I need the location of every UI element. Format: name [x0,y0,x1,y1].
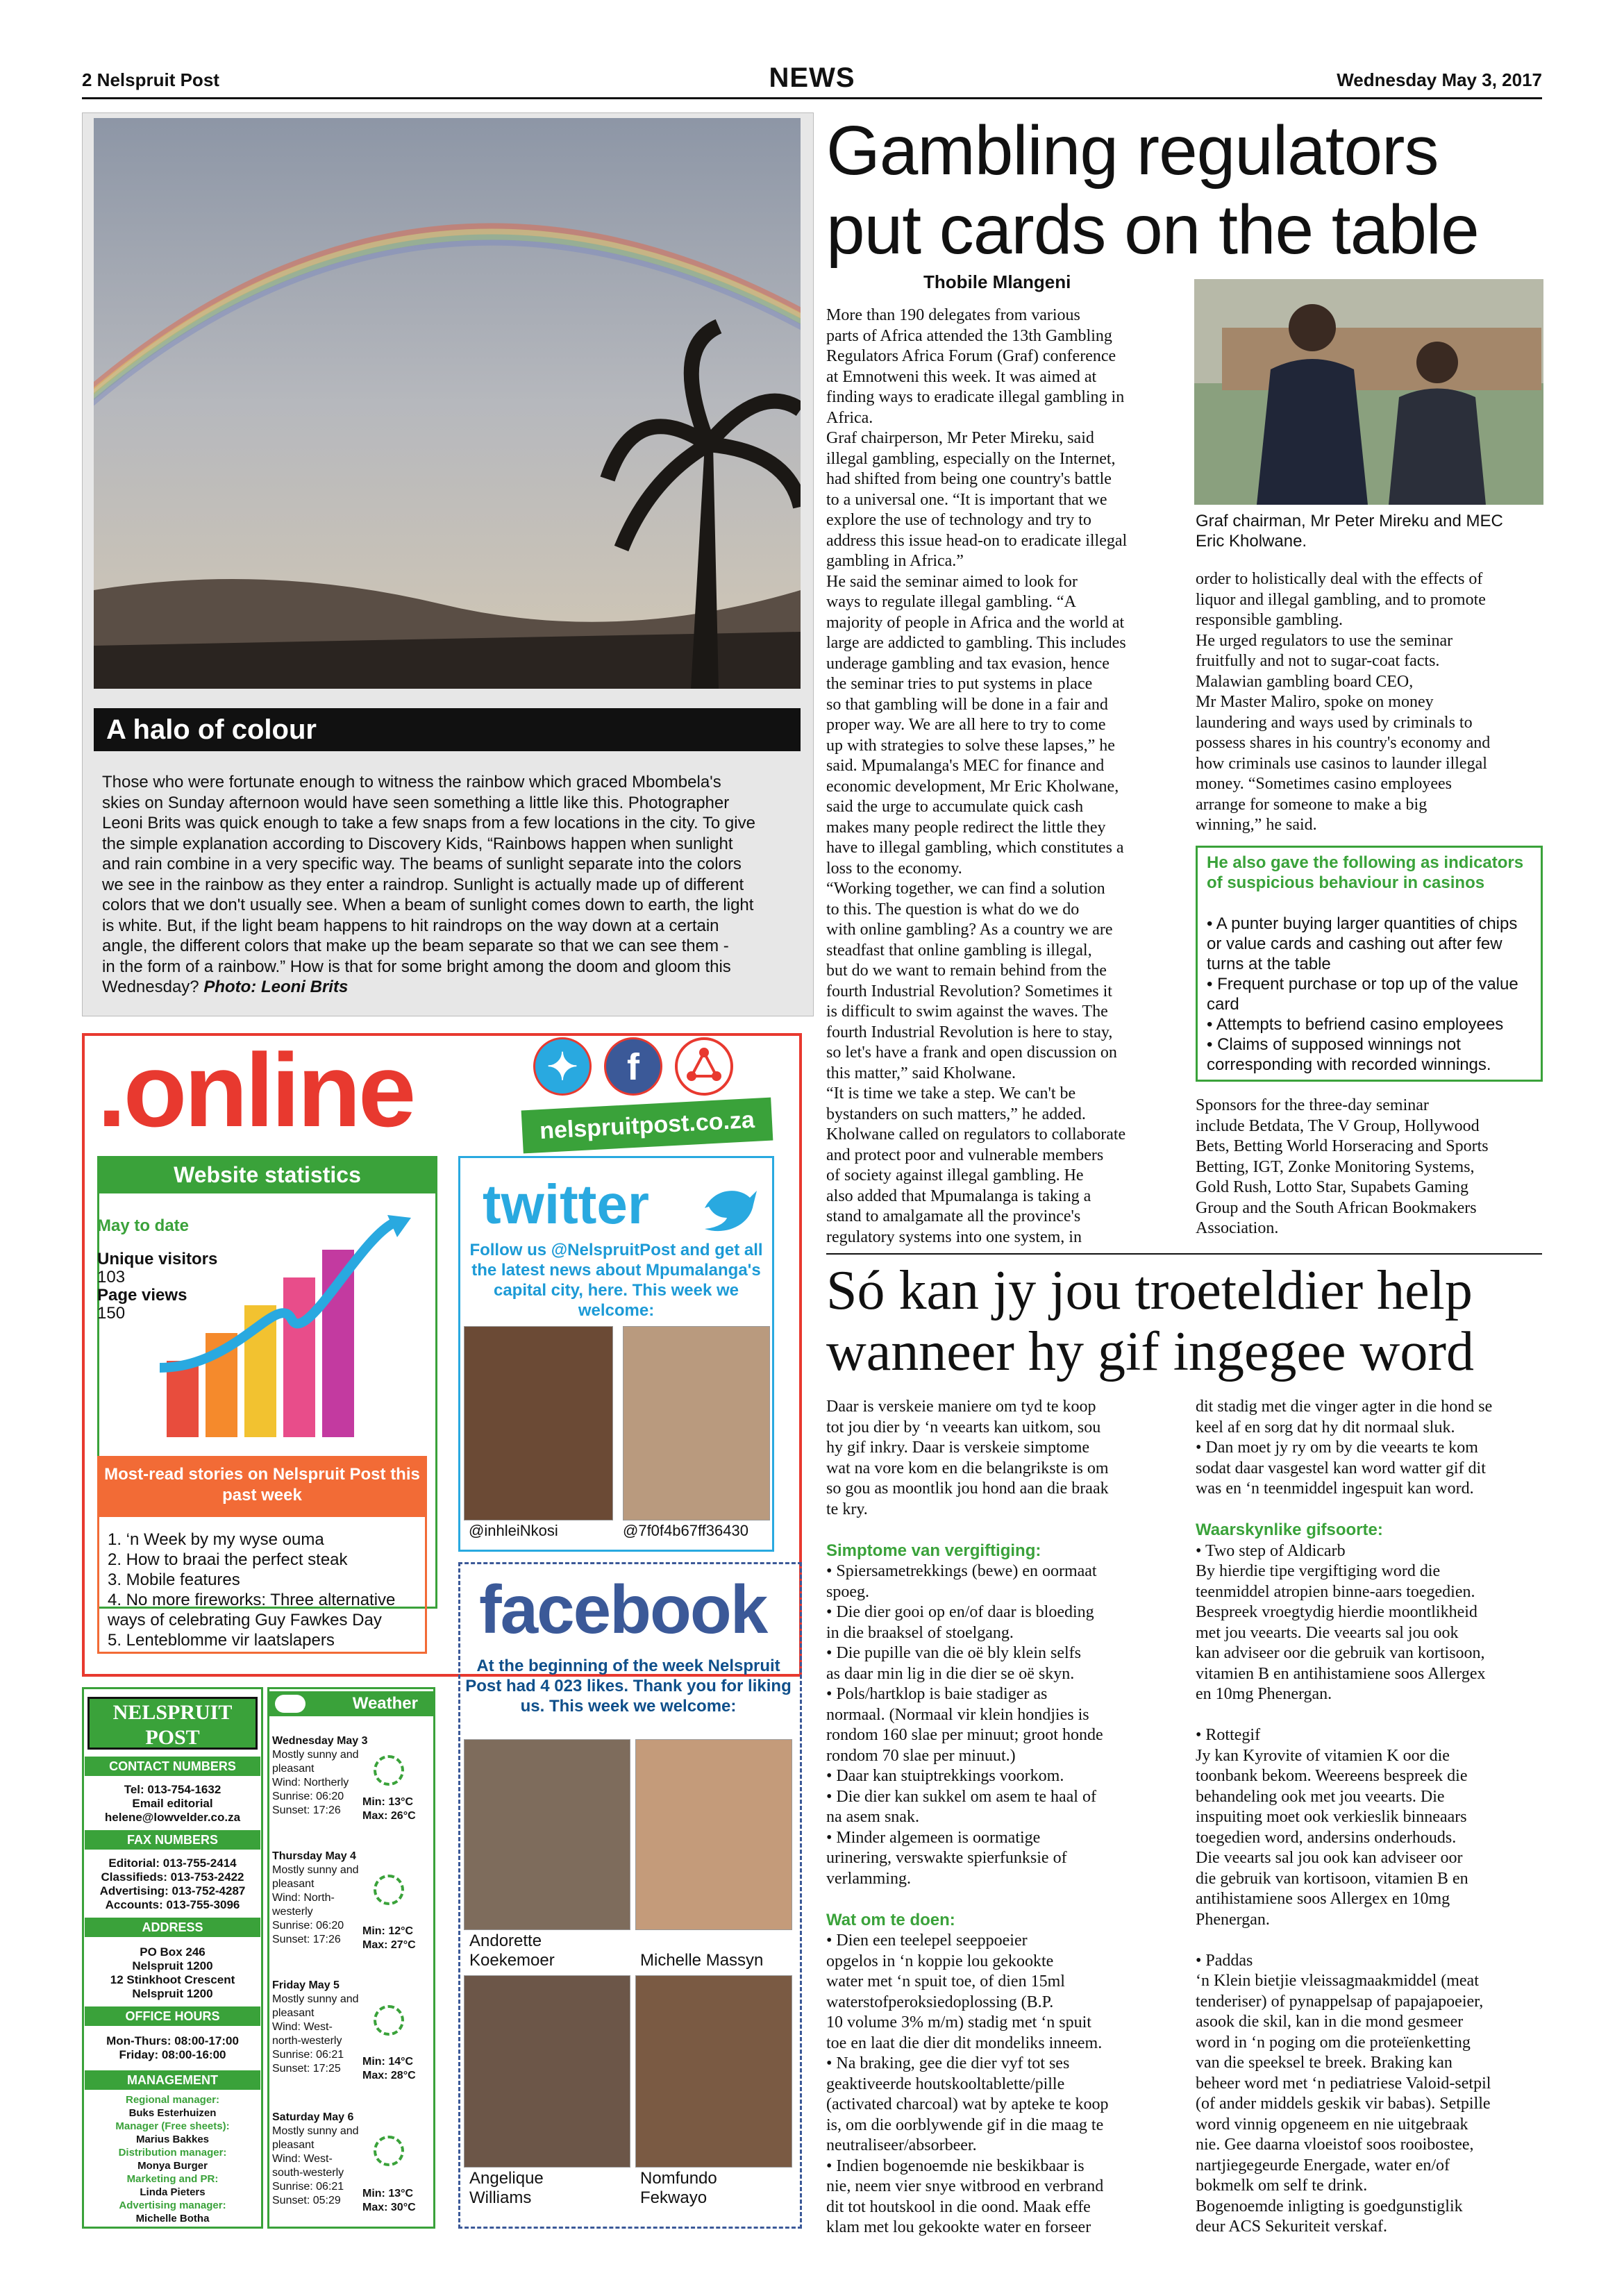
section-title: NEWS [769,62,855,93]
management-person: Marius Bakkes [135,2134,210,2145]
management-person: Buks Esterhuizen [128,2107,217,2119]
pet-symptoms: • Spiersametrekkings (bewe) en oormaat spoeg. • Die dier gooi op en/of daar is bloeding in die braaksel of stoelgang. • Die pupille van die oë bly klein selfs as daar min lig in die dier se oë skyn. • Pols/hartklop is baie stadiger as normaal. (Normaal vir klein hondjies is rondom 160 slae per minuut; groot honde rondom 70 slae per minuut.) • Daar kan stuiptrekkings voorkom. • Die dier kan sukkel om asem te haal of na asem snak. • Minder algemeen is oormatige urinering, verswakte spierfunksie of verlamming. [826,1562,1103,1888]
facebook-fan-photo [635,1975,792,2168]
sun-icon [374,2136,404,2166]
facebook-icon[interactable]: f [604,1037,662,1096]
weather-day [272,2111,432,2213]
facebook-fan-photo [464,1739,630,1930]
twitter-follower-photo [464,1326,613,1520]
page-number-label: 2 Nelspruit Post [82,69,219,90]
most-read-list [108,1530,420,1650]
suspicious-behaviour-list [1207,914,1533,1075]
list-item: • A punter buying larger quantities of chips or value cards and cashing out after few turns at the table [1207,914,1518,973]
facebook-fan-name: Michelle Massyn [640,1951,764,1970]
section-rule [826,1253,1542,1255]
weather-max: Max: 27°C [362,1939,416,1951]
list-item[interactable]: 5. Lenteblomme vir laatslapers [108,1631,335,1650]
halo-text: Those who were fortunate enough to witness the rainbow which graced Mbombela's skies on Sunday afternoon would have seen something a little like this. Photographer Leoni Brits was quick enough to take a few snaps from a few locations in the city. To give the simple explanation according to Discovery Kids, “Rainbows happen when sunlight and rain combine in a very specific way. The beams of sunlight separate into the colors we see in the rainbow as they enter a raindrop. Sunlight is actually made up of different colors that we don't usually see. When a beam of sunlight comes down to earth, the light is white. But, if the light beam happens to hit raindrops on the way down at a certain angle, the different colors that make up the beam separate so that we can see them - in the form of a rainbow.” How is that for some bright among the doom and gloom this Wednesday? [102,773,755,996]
weather-min: Min: 12°C [362,1925,414,1937]
address: PO Box 246 Nelspruit 1200 12 Stinkhoot Crescent Nelspruit 1200 [110,1945,235,2000]
weather-day-name: Thursday May 4 [272,1850,356,1862]
pet-headline: Só kan jy jou troeteldier help wanneer hy gif ingegee word [826,1260,1474,1382]
facebook-fan-photo [464,1975,630,2168]
management-person: Linda Pieters [140,2186,206,2198]
weather-title: Weather [269,1691,433,1716]
management-role: Manager (Free sheets): [115,2120,230,2132]
issue-date: Wednesday May 3, 2017 [1337,69,1542,90]
contact-section-title: CONTACT NUMBERS [85,1757,260,1776]
weather-day-name: Wednesday May 3 [272,1735,368,1747]
office-hours: Mon-Thurs: 08:00-17:00 Friday: 08:00-16:00 [106,2034,239,2061]
contact-section-title: FAX NUMBERS [85,1830,260,1850]
weather-desc: Mostly sunny and pleasant Wind: North- westerly Sunrise: 06:20 Sunset: 17:26 [272,1864,359,1945]
rainbow-photo [94,118,801,689]
twitter-logo[interactable] [476,1166,760,1243]
management-list [85,2093,260,2225]
pet-poison-types: • Two step of Aldicarb By hierdie tipe vergiftiging word die teenmiddel atropien binne-aars toegedien. Bespreek vroegtydig hierdie moontlikheid met jou veearts. Die veearts sal jou ook kan adviseer oor die gebruik van kortisoon, vitamien B en antihistamiene soos Allergex en 10mg Phenergan. • Rottegif Jy kan Kyrovite of vitamien K oor die toonbank bekom. Weereens bespreek die behandeling ook met jou veearts. Die inspuiting moet ook verkieslik binneaars toegedien word, andersins onderhouds. Die veearts sal jou ook kan adviseer oor die gebruik van kortisoon, vitamien B en antihistamiene soos Allergex en 10mg Phenergan. • Paddas ‘n Klein bietjie vleissagmaakmiddel (meat tenderiser) of pynappelsap of papajapoeier, asook die skil, kan in die mond gesmeer word in ‘n poging om die proteïenketting van die speeksel te breek. Braking kan beheer word met ‘n pediatriese Valoid-setpil (of ander middels geskik vir babas). Setpille word vinnig opgeneem en nie uitgebraak nie. Gee daarna vloeistof soos rooibostee, nartjiegegeurde Energade, water en/of bokmelk om self te drink. Bogenoemde inligting is goedgunstiglik deur ACS Sekuriteit verskaf. [1196,1541,1491,2236]
management-role: Marketing and PR: [126,2173,219,2185]
facebook-logo[interactable]: facebook [479,1571,767,1648]
pet-subheading: Wat om te doen: [826,1910,955,1929]
pet-subheading: Waarskynlike gifsoorte: [1196,1520,1383,1539]
page-views-label: Page views [97,1286,187,1305]
sun-icon [374,1875,404,1905]
weather-max: Max: 28°C [362,2070,416,2081]
contact-section-title: OFFICE HOURS [85,2006,260,2026]
facebook-likes-text: At the beginning of the week Nelspruit Post had 4 023 likes. Thank you for liking us. This week we welcome: [465,1657,792,1716]
graf-officials-photo [1194,279,1543,505]
pet-body-col1 [826,1397,1173,2238]
pet-what-to-do: • Dien een teelepel seeppoeier opgelos in ‘n koppie lou gekookte water met ‘n spuit toe, of dien 15ml waterstofperoksiedoplossing (B.P. 10 volume 3% m/m) stadig met ‘n spuit toe en laat die dier dit mondeliks inneem. • Na braking, gee die dier vyf tot ses geaktiveerde houtskooltablette/pille (activated charcoal) wat by apteke te koop is, om die oorblywende gif in die maag te neutraliseer/absorbeer. • Indien bogenoemde nie beskikbaar is nie, neem vier snye witbrood en verbrand dit tot houtskool in die oond. Maak effe klam met lou gekookte water en forseer [826,1932,1109,2236]
weather-min: Min: 14°C [362,2056,414,2068]
list-item: • Frequent purchase or top up of the value card [1207,975,1518,1014]
sun-icon [374,2005,404,2036]
pet-subheading: Simptome van vergiftiging: [826,1541,1041,1560]
management-role: Regional manager: [125,2094,220,2106]
header-rule [82,97,1542,99]
twitter-follow-text: Follow us @NelspruitPost and get all the latest news about Mpumalanga's capital city, here. This week we welcome: [469,1241,763,1320]
management-person: Michelle Botha [135,2213,210,2224]
weather-max: Max: 26°C [362,1810,416,1822]
sun-icon [374,1755,404,1786]
twitter-follower-photo [623,1326,770,1520]
contact-numbers: Tel: 013-754-1632 Email editorial helene@lowvelder.co.za [104,1783,241,1824]
pet-body-col2 [1196,1397,1543,2238]
stats-period: May to date [97,1216,190,1235]
weather-desc: Mostly sunny and pleasant Wind: West- south-westerly Sunrise: 06:21 Sunset: 05:29 [272,2125,359,2206]
twitter-icon[interactable]: ✦ [533,1037,592,1096]
weather-max: Max: 30°C [362,2202,416,2213]
growth-chart-illustration [153,1208,424,1448]
facebook-fan-name: Nomfundo Fekwayo [640,2169,717,2207]
unique-visitors-value: 103 [97,1268,126,1287]
page-views-value: 150 [97,1304,126,1323]
online-title: .online [97,1032,414,1148]
weather-min: Min: 13°C [362,1796,414,1808]
gambling-sponsors-text: Sponsors for the three-day seminar include Betdata, The V Group, Hollywood Bets, Betting World Horseracing and Sports Betting, IGT, Zonke Monitoring Systems, Gold Rush, Lotto Star, Supabets Gaming Group and the South African Bookmakers Association. [1196,1096,1489,1237]
management-role: Advertising manager: [119,2199,226,2211]
management-role: Distribution manager: [118,2147,227,2159]
nelspruit-post-logo: NELSPRUIT POST [87,1697,258,1750]
weather-day [272,1734,432,1822]
weather-day-name: Saturday May 6 [272,2111,354,2123]
contact-section-title: ADDRESS [85,1918,260,1937]
pet-intro: Daar is verskeie maniere om tyd te koop tot jou dier by ‘n veearts kan uitkom, sou hy gif inkry. Daar is verskeie simptome wat na vore kom en die belangrikste is om so gou as moontlik jou hond aan die braak te kry. [826,1398,1109,1518]
cloud-icon [275,1695,305,1713]
share-icon[interactable] [675,1037,733,1096]
halo-title: A halo of colour [94,708,801,751]
weather-day [272,1979,432,2081]
pet-continued: dit stadig met die vinger agter in die hond se keel af en sorg dat hy dit normaal sluk. • Dan moet jy ry om by die veearts te kom sodat daar vasgestel kan word watter gif dit was en ‘n teenmiddel ingespuit kan word. [1196,1398,1493,1498]
facebook-fan-photo [635,1739,792,1930]
list-item[interactable]: 3. Mobile features [108,1570,240,1589]
unique-visitors-label: Unique visitors [97,1250,218,1268]
weather-min: Min: 13°C [362,2188,414,2199]
twitter-handle[interactable]: @inhleiNkosi [469,1522,558,1539]
gambling-body-col1: More than 190 delegates from various parts of Africa attended the 13th Gambling Regulators Africa Forum (Graf) conference at Emnotweni this week. It was aimed at finding ways to eradicate illegal gambling in Africa. Graf chairperson, Mr Peter Mireku, said illegal gambling, especially on the Internet, had shifted from being one country's battle to a universal one. “It is important that we explore the use of technology and try to address this issue head-on to eradicate illegal gambling in Africa.” He said the seminar aimed to look for ways to regulate illegal gambling. “A majority of people in Africa and the world at large are addicted to gambling. This includes underage gambling and tax evasion, hence the seminar tries to put systems in place so that gambling will be done in a fair and proper way. We are all here to try to come up with strategies to solve these lapses,” he said. Mpumalanga's MEC for finance and economic development, Mr Eric Kholwane, said the urge to accumulate quick cash makes many people redirect the little they have to illegal gambling, which constitutes a loss to the economy. “Working together, we can find a solution to this. The question is what do we do with online gambling? As a country we are steadfast that online gambling is illegal, but do we want to remain behind from the fourth Industrial Revolution? Sometimes it is difficult to swim against the waves. The fourth Industrial Revolution is here to stay, so let's have a frank and open discussion on this matter,” said Kholwane. “It is time we take a step. We can't be bystanders on such matters,” he added. Kholwane called on regulators to collaborate and protect poor and vulnerable members of society against illegal gambling. He also added that Mpumalanga is taking a stand to amalgamate all the province's regulatory systems into one system, in [826,306,1128,1246]
gambling-headline: Gambling regulators put cards on the table [826,112,1479,269]
list-item[interactable]: 4. No more fireworks: Three alternative ways of celebrating Guy Fawkes Day [108,1591,396,1629]
photo-caption: Graf chairman, Mr Peter Mireku and MEC Eric Kholwane. [1196,512,1503,551]
list-item: • Attempts to befriend casino employees [1207,1015,1504,1034]
list-item: • Claims of supposed winnings not corresponding with recorded winnings. [1207,1035,1491,1074]
website-stats-title: Website statistics [97,1156,437,1193]
website-url[interactable]: nelspruitpost.co.za [521,1098,773,1154]
weather-day-name: Friday May 5 [272,1979,340,1991]
list-item[interactable]: 2. How to braai the perfect steak [108,1550,348,1569]
weather-desc: Mostly sunny and pleasant Wind: Northerly Sunrise: 06:20 Sunset: 17:26 [272,1749,359,1816]
list-item[interactable]: 1. ‘n Week by my wyse ouma [108,1530,324,1549]
photo-credit: Photo: Leoni Brits [203,978,349,996]
halo-body [102,772,792,998]
weather-day [272,1850,432,1951]
suspicious-behaviour-title: He also gave the following as indicators of suspicious behaviour in casinos [1207,853,1524,892]
weather-desc: Mostly sunny and pleasant Wind: West- north-westerly Sunrise: 06:21 Sunset: 17:25 [272,1993,359,2075]
contact-section-title: MANAGEMENT [85,2070,260,2090]
facebook-fan-name: Andorette Koekemoer [469,1932,555,1970]
fax-numbers: Editorial: 013-755-2414 Classifieds: 013-753-2422 Advertising: 013-752-4287 Accounts: 013-755-3096 [99,1857,246,1911]
facebook-fan-name: Angelique Williams [469,2169,544,2207]
twitter-logo-text: twitter [483,1173,649,1235]
gambling-byline: Thobile Mlangeni [923,271,1071,292]
most-read-title: Most-read stories on Nelspruit Post this past week [97,1456,427,1517]
twitter-handle[interactable]: @7f0f4b67ff36430 [623,1522,748,1539]
gambling-body-col2: order to holistically deal with the effects of liquor and illegal gambling, and to promote responsible gambling. He urged regulators to use the seminar fruitfully and not to sugar-coat facts. Malawian gambling board CEO, Mr Master Maliro, spoke on money laundering and ways used by criminals to possess shares in his country's economy and how criminals use casinos to launder illegal money. “Sometimes casino employees arrange for someone to make a big winning,” he said. [1196,570,1491,834]
management-person: Monya Burger [137,2160,208,2172]
